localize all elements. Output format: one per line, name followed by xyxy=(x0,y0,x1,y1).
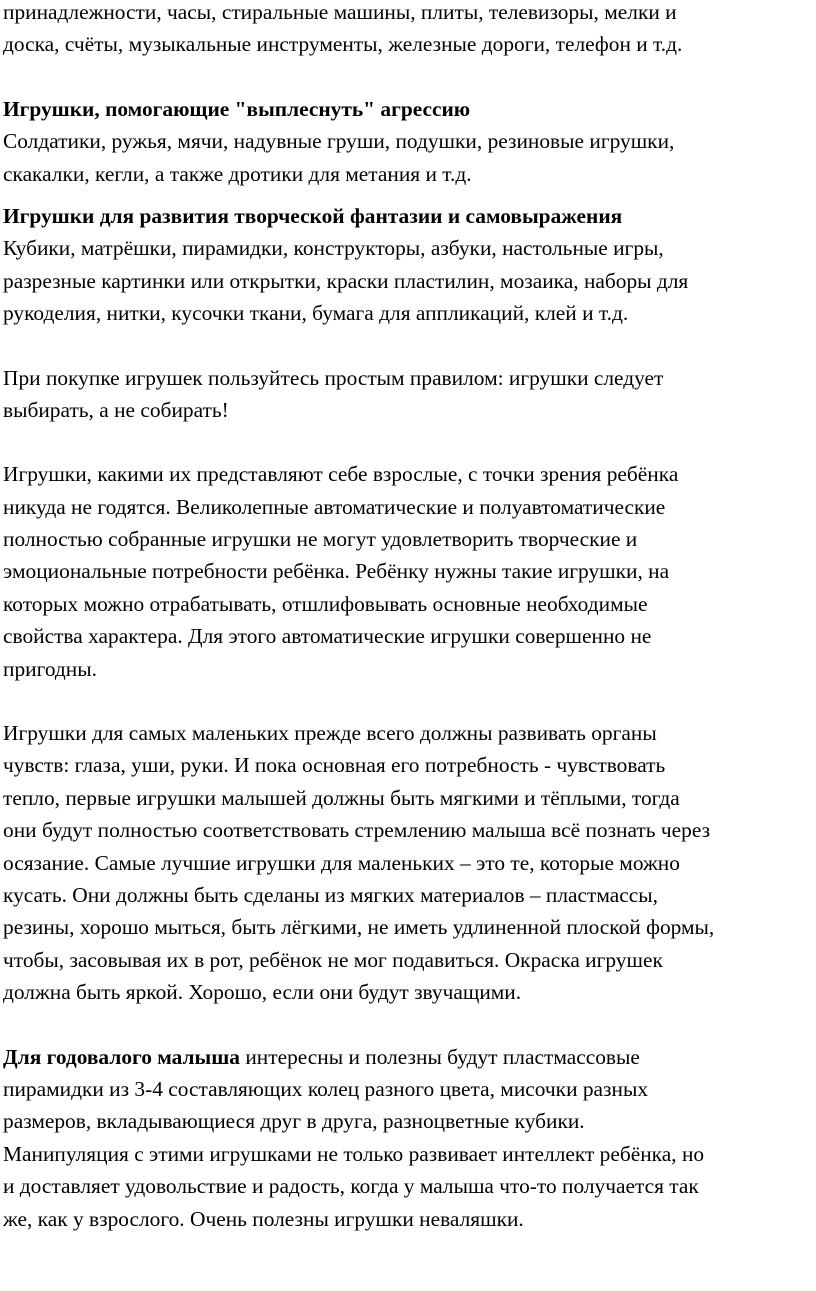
one-year-paragraph xyxy=(3,1041,814,1235)
text-line: которых можно отрабатывать, отшлифовывать основные необходимые xyxy=(3,591,648,616)
text-line: тепло, первые игрушки малышей должны быть мягкими и тёплыми, тогда xyxy=(3,785,680,810)
text-line: разрезные картинки или открытки, краски пластилин, мозаика, наборы для xyxy=(3,268,689,293)
text-line: доска, счёты, музыкальные инструменты, железные дороги, телефон и т.д. xyxy=(3,32,683,57)
text-line: кусать. Они должны быть сделаны из мягких материалов – пластмассы, xyxy=(3,882,658,907)
text-line: Кубики, матрёшки, пирамидки, конструкторы, азбуки, настольные игры, xyxy=(3,236,664,261)
text-line: размеров, вкладывающиеся друг в друга, разноцветные кубики. xyxy=(3,1109,585,1134)
adults-view-paragraph xyxy=(3,458,814,685)
text-line: выбирать, а не собирать! xyxy=(3,397,229,422)
text-line xyxy=(3,1041,814,1073)
text-line: пирамидки из 3-4 составляющих колец разного цвета, мисочки разных xyxy=(3,1076,649,1101)
section-heading: Игрушки для развития творческой фантазии и самовыражения xyxy=(3,203,623,228)
text-line: и доставляет удовольствие и радость, когда у малыша что-то получается так xyxy=(3,1174,699,1199)
text-line: же, как у взрослого. Очень полезны игрушки неваляшки. xyxy=(3,1206,524,1231)
text-line: скакалки, кегли, а также дротики для метания и т.д. xyxy=(3,161,472,186)
text-line: полностью собранные игрушки не могут удовлетворить творческие и xyxy=(3,527,638,552)
text-line: Игрушки для самых маленьких прежде всего должны развивать органы xyxy=(3,721,657,746)
text-line: Игрушки, какими их представляют себе взрослые, с точки зрения ребёнка xyxy=(3,462,679,487)
creativity-section xyxy=(3,200,814,330)
text-line: принадлежности, часы, стиральные машины, плиты, телевизоры, мелки и xyxy=(3,0,677,24)
text-line: эмоциональные потребности ребёнка. Ребёнку нужны такие игрушки, на xyxy=(3,559,670,584)
aggression-section xyxy=(3,93,814,190)
text-line: При покупке игрушек пользуйтесь простым правилом: игрушки следует xyxy=(3,365,664,390)
text-line: пригодны. xyxy=(3,656,97,681)
text-line: резины, хорошо мыться, быть лёгкими, не иметь удлиненной плоской формы, xyxy=(3,915,715,940)
rule-paragraph xyxy=(3,362,814,427)
text-line: Солдатики, ружья, мячи, надувные груши, подушки, резиновые игрушки, xyxy=(3,129,675,154)
emphasis-text: Для годовалого малыша xyxy=(3,1044,240,1069)
text-line: Манипуляция с этими игрушками не только развивает интеллект ребёнка, но xyxy=(3,1141,705,1166)
little-ones-paragraph xyxy=(3,717,814,1009)
text-line: рукоделия, нитки, кусочки ткани, бумага для аппликаций, клей и т.д. xyxy=(3,301,629,326)
text-line: осязание. Самые лучшие игрушки для маленьких – это те, которые можно xyxy=(3,850,680,875)
section-heading: Игрушки, помогающие "выплеснуть" агрессию xyxy=(3,96,471,121)
text-line: они будут полностью соответствовать стремлению малыша всё познать через xyxy=(3,818,711,843)
text-line: чтобы, засовывая их в рот, ребёнок не мог подавиться. Окраска игрушек xyxy=(3,947,663,972)
text-line: чувств: глаза, уши, руки. И пока основная его потребность - чувствовать xyxy=(3,753,666,778)
lead-text: интересны и полезны будут пластмассовые xyxy=(240,1044,640,1069)
text-line: никуда не годятся. Великолепные автоматические и полуавтоматические xyxy=(3,494,666,519)
text-line: должна быть яркой. Хорошо, если они будут звучащими. xyxy=(3,980,522,1005)
text-line: свойства характера. Для этого автоматические игрушки совершенно не xyxy=(3,624,652,649)
intro-paragraph xyxy=(3,0,814,61)
